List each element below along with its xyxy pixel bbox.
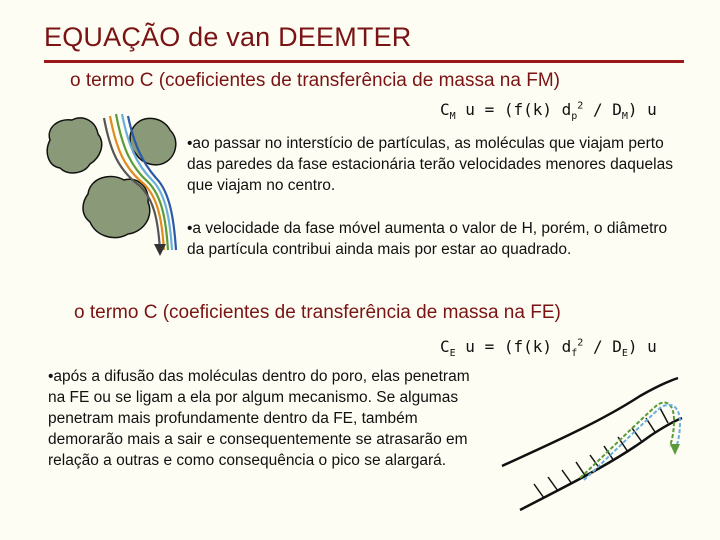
formula-ce-rhs: ) u — [627, 337, 657, 356]
formula-cm-d-sub: p — [571, 111, 578, 123]
formula-ce-lhs-sub: E — [449, 348, 456, 360]
formula-ce-mid: u = (f(k) d — [455, 337, 572, 356]
title-underline — [44, 60, 684, 63]
flow-arrow-icon — [154, 244, 166, 256]
stationary-phase-ticks — [534, 408, 668, 498]
particle-flow-illustration — [40, 110, 182, 260]
bullet-interstice: •ao passar no interstício de partículas, as moléculas que viajam perto das paredes da fase estacionária terão velocidades menores daquelas que viajam no centro. — [187, 135, 673, 194]
formula-ce-d-sup: 2 — [577, 337, 584, 349]
formula-cm-lhs: C — [440, 100, 450, 119]
heading-mobile-phase: o termo C (coeficientes de transferência de massa na FM) — [70, 70, 560, 91]
formula-cm-lhs-sub: M — [449, 111, 456, 123]
particle-top-left — [47, 118, 101, 173]
pore-diffusion-illustration — [490, 360, 690, 520]
bullet-velocity: •a velocidade da fase móvel aumenta o valor de H, porém, o diâmetro da partícula contribui ainda mais por estar ao quadrado. — [187, 220, 668, 258]
formula-cm-rhs: ) u — [627, 100, 657, 119]
heading-stationary-phase: o termo C (coeficientes de transferência de massa na FE) — [74, 302, 561, 323]
formula-cm-d-sup: 2 — [577, 100, 584, 112]
formula-cm — [440, 100, 657, 122]
formula-ce-d-sub: f — [571, 348, 578, 360]
diffusion-path-green — [580, 402, 674, 478]
pore-wall-lower — [520, 418, 682, 510]
bullet-diffusion: •após a difusão das moléculas dentro do poro, elas penetram na FE ou se ligam a ela por algum mecanismo. Se algumas penetram mais profundamente dentro da FE, também demorarão mais a sair e consequentemente se atrasarão em relação a outras e como consequência o pico se alargará. — [48, 368, 470, 469]
pore-wall-upper — [502, 378, 678, 466]
formula-cm-div: / D — [583, 100, 622, 119]
formula-ce-div-sub: E — [621, 348, 628, 360]
diffusion-arrow-icon — [670, 444, 680, 455]
formula-ce — [440, 337, 657, 359]
formula-ce-lhs: C — [440, 337, 450, 356]
slide-title: EQUAÇÃO de van DEEMTER — [44, 22, 412, 52]
formula-cm-mid: u = (f(k) d — [455, 100, 572, 119]
formula-ce-div: / D — [583, 337, 622, 356]
formula-cm-div-sub: M — [621, 111, 628, 123]
